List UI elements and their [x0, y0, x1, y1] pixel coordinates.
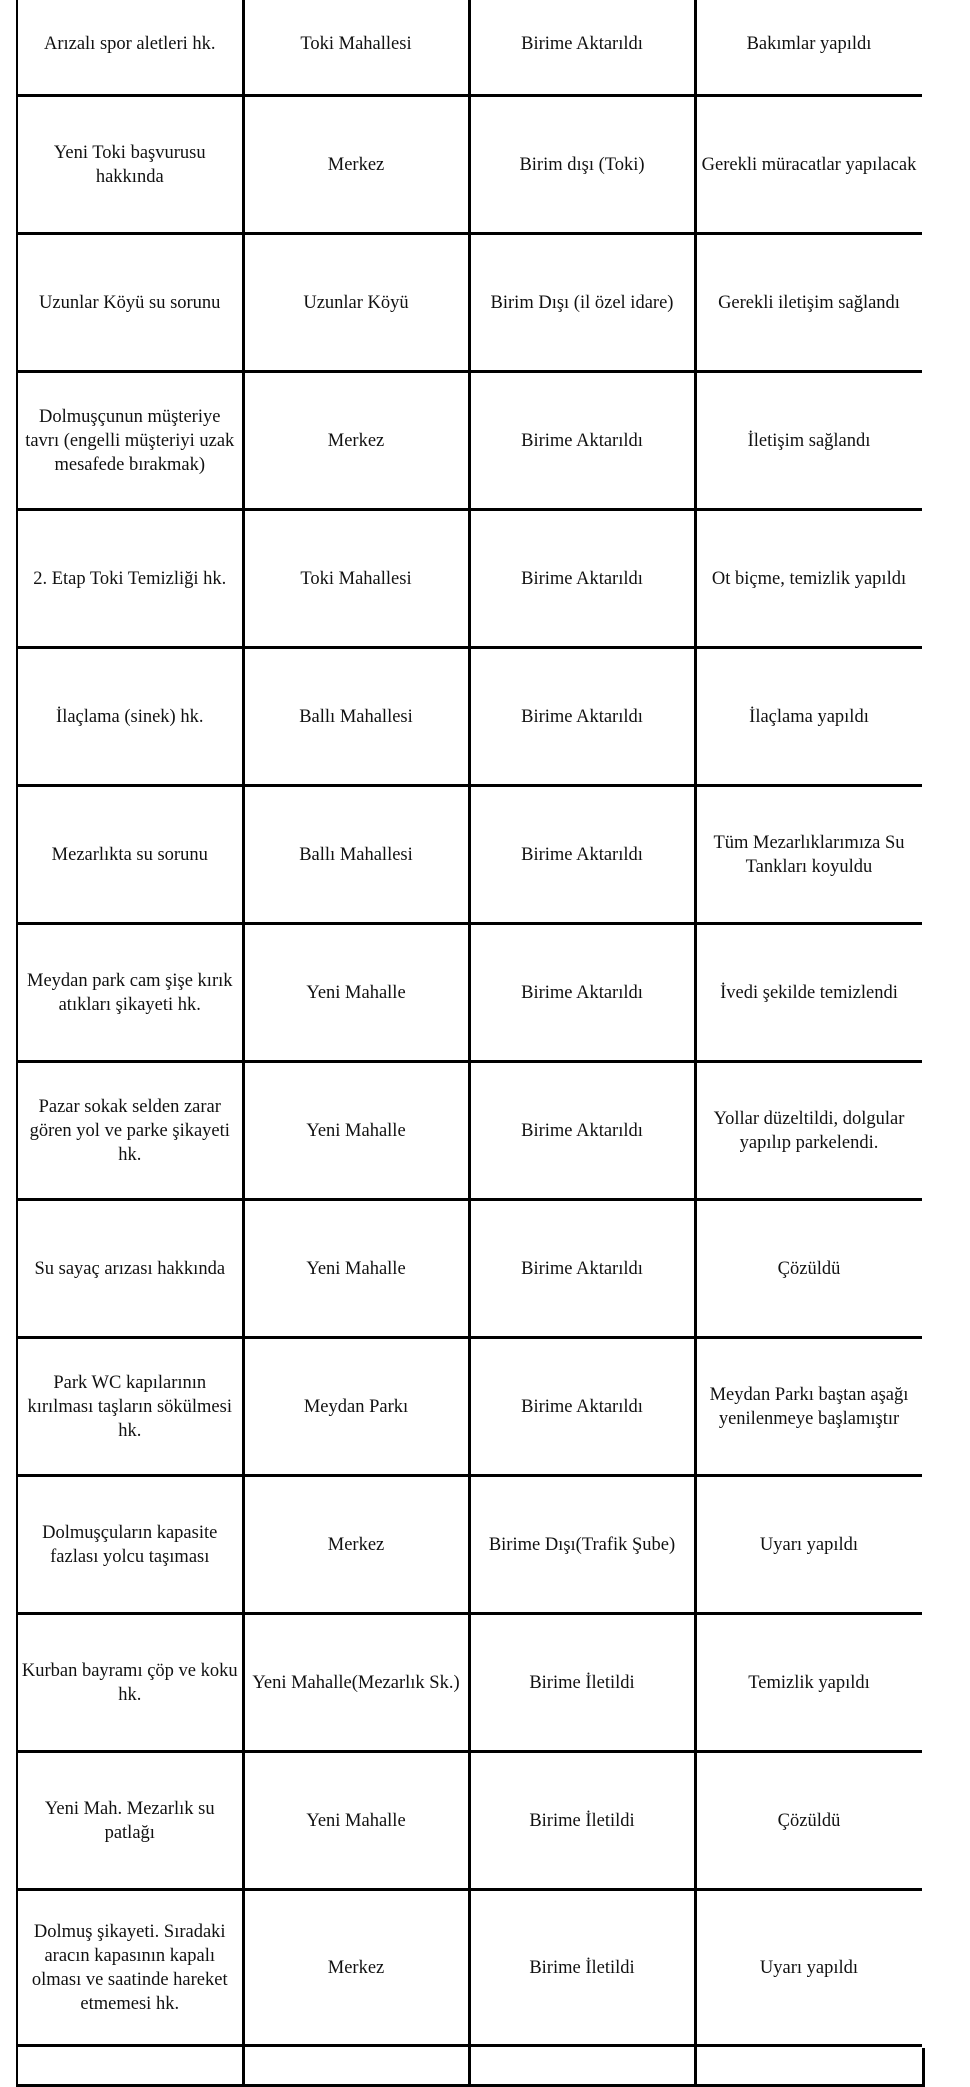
status-cell: Birime Aktarıldı	[469, 924, 695, 1062]
subject-cell: Dolmuşçuların kapasite fazlası yolcu taşıması	[17, 1476, 243, 1614]
table-row	[17, 786, 923, 924]
subject-cell: Kurban bayramı çöp ve koku hk.	[17, 1614, 243, 1752]
status-cell: Birime İletildi	[469, 1752, 695, 1890]
table-row	[17, 1752, 923, 1890]
subject-cell: Mezarlıkta su sorunu	[17, 786, 243, 924]
table-row	[17, 372, 923, 510]
table-row	[17, 924, 923, 1062]
table-row	[17, 1890, 923, 2046]
location-cell: Merkez	[243, 96, 469, 234]
table-row-partial	[17, 2046, 923, 2086]
subject-cell: Pazar sokak selden zarar gören yol ve parke şikayeti hk.	[17, 1062, 243, 1200]
subject-cell: Dolmuşçunun müşteriye tavrı (engelli müşteriyi uzak mesafede bırakmak)	[17, 372, 243, 510]
result-cell: Yollar düzeltildi, dolgular yapılıp parkelendi.	[695, 1062, 923, 1200]
subject-cell-empty	[17, 2046, 243, 2086]
status-cell-empty	[469, 2046, 695, 2086]
location-cell: Merkez	[243, 1476, 469, 1614]
table-row	[17, 1338, 923, 1476]
subject-cell: İlaçlama (sinek) hk.	[17, 648, 243, 786]
subject-cell: Dolmuş şikayeti. Sıradaki aracın kapasının kapalı olması ve saatinde hareket etmemesi hk.	[17, 1890, 243, 2046]
result-cell: Ot biçme, temizlik yapıldı	[695, 510, 923, 648]
status-cell: Birime Aktarıldı	[469, 1338, 695, 1476]
result-cell: Temizlik yapıldı	[695, 1614, 923, 1752]
location-cell: Yeni Mahalle	[243, 1752, 469, 1890]
result-cell: Tüm Mezarlıklarımıza Su Tankları koyuldu	[695, 786, 923, 924]
result-cell: İlaçlama yapıldı	[695, 648, 923, 786]
result-cell: İletişim sağlandı	[695, 372, 923, 510]
table-row	[17, 1062, 923, 1200]
subject-cell: Yeni Mah. Mezarlık su patlağı	[17, 1752, 243, 1890]
subject-cell: Park WC kapılarının kırılması taşların sökülmesi hk.	[17, 1338, 243, 1476]
table-row	[17, 96, 923, 234]
status-cell: Birim Dışı (il özel idare)	[469, 234, 695, 372]
result-cell: Bakımlar yapıldı	[695, 0, 923, 96]
table-row	[17, 0, 923, 96]
location-cell: Yeni Mahalle	[243, 924, 469, 1062]
table-row	[17, 1614, 923, 1752]
location-cell: Merkez	[243, 372, 469, 510]
status-cell: Birime Aktarıldı	[469, 1062, 695, 1200]
location-cell: Merkez	[243, 1890, 469, 2046]
subject-cell: Uzunlar Köyü su sorunu	[17, 234, 243, 372]
location-cell: Toki Mahallesi	[243, 510, 469, 648]
status-cell: Birime Aktarıldı	[469, 510, 695, 648]
result-cell: Çözüldü	[695, 1752, 923, 1890]
location-cell: Yeni Mahalle(Mezarlık Sk.)	[243, 1614, 469, 1752]
page-margin	[922, 0, 970, 2048]
location-cell: Yeni Mahalle	[243, 1200, 469, 1338]
subject-cell: Yeni Toki başvurusu hakkında	[17, 96, 243, 234]
location-cell: Uzunlar Köyü	[243, 234, 469, 372]
status-cell: Birime Aktarıldı	[469, 648, 695, 786]
result-cell: İvedi şekilde temizlendi	[695, 924, 923, 1062]
location-cell: Toki Mahallesi	[243, 0, 469, 96]
status-cell: Birim dışı (Toki)	[469, 96, 695, 234]
result-cell: Meydan Parkı baştan aşağı yenilenmeye başlamıştır	[695, 1338, 923, 1476]
table-row	[17, 1476, 923, 1614]
location-cell-empty	[243, 2046, 469, 2086]
table-row	[17, 1200, 923, 1338]
subject-cell: Su sayaç arızası hakkında	[17, 1200, 243, 1338]
status-cell: Birime İletildi	[469, 1614, 695, 1752]
table-row	[17, 648, 923, 786]
result-cell: Uyarı yapıldı	[695, 1890, 923, 2046]
subject-cell: Arızalı spor aletleri hk.	[17, 0, 243, 96]
result-cell: Uyarı yapıldı	[695, 1476, 923, 1614]
complaint-table	[16, 0, 925, 2087]
table-row	[17, 510, 923, 648]
location-cell: Ballı Mahallesi	[243, 648, 469, 786]
location-cell: Ballı Mahallesi	[243, 786, 469, 924]
status-cell: Birime Aktarıldı	[469, 0, 695, 96]
table-row	[17, 234, 923, 372]
status-cell: Birime Dışı(Trafik Şube)	[469, 1476, 695, 1614]
location-cell: Yeni Mahalle	[243, 1062, 469, 1200]
result-cell: Gerekli müracatlar yapılacak	[695, 96, 923, 234]
status-cell: Birime İletildi	[469, 1890, 695, 2046]
subject-cell: 2. Etap Toki Temizliği hk.	[17, 510, 243, 648]
result-cell-empty	[695, 2046, 923, 2086]
location-cell: Meydan Parkı	[243, 1338, 469, 1476]
status-cell: Birime Aktarıldı	[469, 372, 695, 510]
status-cell: Birime Aktarıldı	[469, 786, 695, 924]
result-cell: Çözüldü	[695, 1200, 923, 1338]
subject-cell: Meydan park cam şişe kırık atıkları şikayeti hk.	[17, 924, 243, 1062]
result-cell: Gerekli iletişim sağlandı	[695, 234, 923, 372]
complaint-table-body	[17, 0, 923, 2086]
status-cell: Birime Aktarıldı	[469, 1200, 695, 1338]
